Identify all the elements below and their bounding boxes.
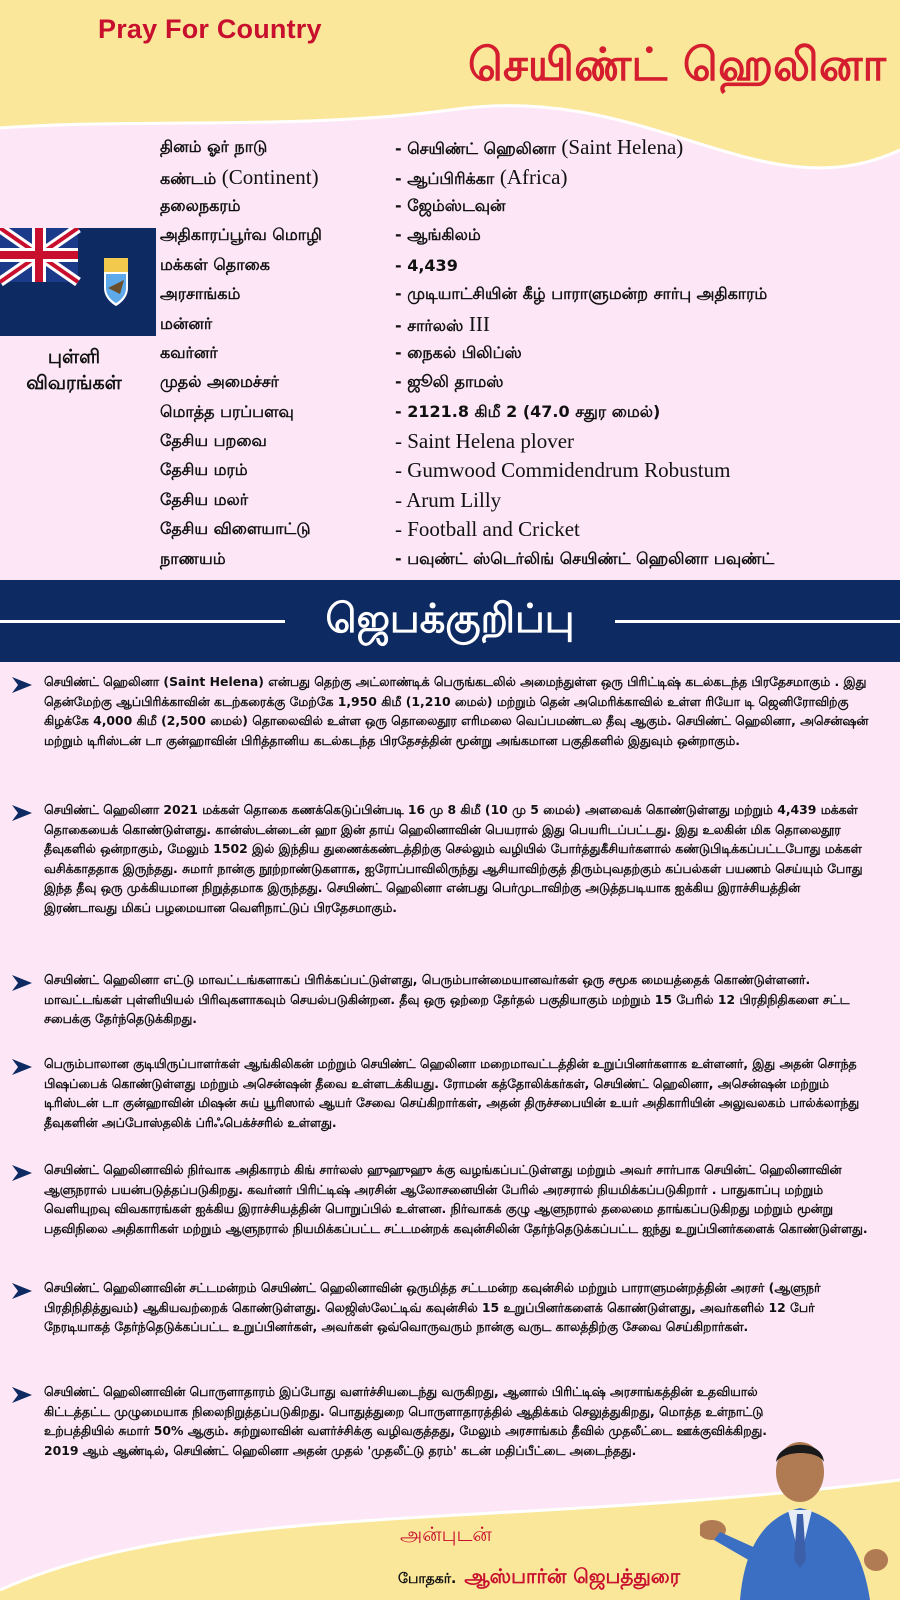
fact-key: கண்டம் (Continent) bbox=[160, 164, 319, 189]
fact-row-day-country bbox=[160, 133, 890, 162]
fact-row-capital bbox=[160, 192, 890, 221]
fact-row-governor bbox=[160, 339, 890, 368]
arrow-bullet-icon bbox=[10, 1058, 34, 1076]
fact-key: தேசிய விளையாட்டு bbox=[160, 519, 311, 539]
fact-value: - 4,439 bbox=[395, 255, 458, 275]
fact-row-population bbox=[160, 251, 890, 280]
fact-row-national-sport bbox=[160, 515, 890, 544]
arrow-bullet-icon bbox=[10, 1164, 34, 1182]
fact-row-national-bird bbox=[160, 427, 890, 456]
pastor-photo bbox=[700, 1410, 900, 1600]
fact-row-government bbox=[160, 280, 890, 309]
fact-row-monarch bbox=[160, 309, 890, 338]
fact-value: - ஆப்பிரிக்கா (Africa) bbox=[395, 164, 568, 189]
facts-table bbox=[160, 133, 890, 574]
fact-value: - Football and Cricket bbox=[395, 517, 580, 542]
fact-value: - Gumwood Commidendrum Robustum bbox=[395, 458, 731, 483]
facts-label bbox=[14, 344, 134, 396]
prayer-points-banner bbox=[0, 580, 900, 662]
signature bbox=[398, 1564, 680, 1591]
prayer-point-text: செயிண்ட் ஹெலினாவின் பொருளாதாரம் இப்போது வளர்ச்சியடைந்து வருகிறது, ஆனால் பிரிட்டிஷ் அரசாங்கத்தின் உதவியால் கிட்டத்தட்ட முழுமையாக நிலைநிறுத்தப்படுகிறது. பொதுத்துறை பொருளாதாரத்தில் ஆதிக்கம் செலுத்துகிறது, மொத்த உள்நாட்டு உற்பத்தியில் சுமார் 50% ஆகும். சுற்றுலாவின் வளர்ச்சிக்கு வழிவகுத்தது, மேலும் அரசாங்கம் தீவில் முதலீட்டை ஊக்குவிக்கிறது. 2019 ஆம் ஆண்டில், செயிண்ட் ஹெலினா அதன் முதல் 'முதலீட்டு தரம்' கடன் மதிப்பீட்டை அடைந்தது. bbox=[44, 1384, 767, 1458]
arrow-bullet-icon bbox=[10, 804, 34, 822]
arrow-bullet-icon bbox=[10, 974, 34, 992]
fact-value: - செயிண்ட் ஹெலினா (Saint Helena) bbox=[395, 135, 684, 160]
fact-key: நாணயம் bbox=[160, 548, 226, 568]
fact-row-currency bbox=[160, 544, 890, 573]
prayer-point-text: செயிண்ட் ஹெலினா எட்டு மாவட்டங்களாகப் பிரிக்கப்பட்டுள்ளது, பெரும்பான்மையானவர்கள் ஒரு சமூக மையத்தைக் கொண்டுள்ளனர். மாவட்டங்கள் புள்ளியியல் பிரிவுகளாகவும் செயல்படுகின்றன. தீவு ஒரு ஒற்றை தேர்தல் பகுதியாகும் மற்றும் 15 பேரில் 12 பிரதிநிதிகளை சட்ட சபைக்கு தேர்ந்தெடுக்கிறது. bbox=[44, 972, 850, 1027]
fact-value: - Saint Helena plover bbox=[395, 429, 575, 454]
fact-value: - ஜேம்ஸ்டவுன் bbox=[395, 195, 506, 215]
fact-row-national-flower bbox=[160, 486, 890, 515]
banner-left-rule bbox=[0, 620, 285, 623]
fact-value: - ஜூலி தாமஸ் bbox=[395, 372, 504, 392]
fact-row-language bbox=[160, 221, 890, 250]
fact-row-national-tree bbox=[160, 456, 890, 485]
prayer-point-text: செயிண்ட் ஹெலினா 2021 மக்கள் தொகை கணக்கெடுப்பின்படி 16 மு 8 கிமீ (10 மு 5 மைல்) அளவைக் கொண்டுள்ளது மற்றும் 4,439 மக்கள் தொகையைக் கொண்டுள்ளது. கான்ஸ்டன்டைன் ஹா இன் தாய் ஹெலினாவின் பெயரால் இது பெயரிடப்பட்டது. இது உலகின் மிக தொலைதூர தீவுகளில் ஒன்றாகும், மேலும் 1502 இல் இந்திய துணைக்கண்டத்திற்கு செல்லும் வழியில் போர்த்துகீசியர்களால் கண்டுபிடிக்கப்பட்டபோது மக்கள் வசிக்காததாக இருந்தது. சுமார் நான்கு நூற்றாண்டுகளாக, ஐரோப்பாவிலிருந்து ஆசியாவிற்குத் திரும்புவதற்கும் கப்பல்கள் பயணம் செய்யும் போது இந்த தீவு ஒரு முக்கியமான நிறுத்தமாக இருந்தது. செயிண்ட் ஹெலினா என்பது பெர்முடாவிற்கு அடுத்தபடியாக ஐக்கிய இராச்சியத்தின் இரண்டாவது மிகப் பழமையான வெளிநாட்டுப் பிரதேசமாகும். bbox=[44, 802, 863, 915]
prayer-point-text: செயிண்ட் ஹெலினாவின் சட்டமன்றம் செயிண்ட் ஹெலினாவின் ஒருமித்த சட்டமன்ற கவுன்சில் மற்றும் பாராளுமன்றத்தின் அரசர் (ஆளுநர் பிரதிநிதித்துவம்) ஆகியவற்றைக் கொண்டுள்ளது. லெஜிஸ்லேட்டிவ் கவுன்சில் 15 உறுப்பினர்களைக் கொண்டுள்ளது, அவர்களில் 12 பேர் நேரடியாகத் தேர்ந்தெடுக்கப்பட்ட உறுப்பினர்கள், அவர்கள் ஒவ்வொருவரும் நான்கு வருட காலத்திற்கு சேவை செய்கிறார்கள். bbox=[44, 1280, 821, 1335]
fact-value: - 2121.8 கிமீ 2 (47.0 சதுர மைல்) bbox=[395, 401, 661, 421]
fact-value: - ஆங்கிலம் bbox=[395, 225, 481, 245]
arrow-bullet-icon bbox=[10, 1282, 34, 1300]
fact-row-chief-minister bbox=[160, 368, 890, 397]
regards-text: அன்புடன் bbox=[400, 1522, 492, 1546]
banner-right-rule bbox=[615, 620, 900, 623]
fact-key: தலைநகரம் bbox=[160, 195, 241, 215]
fact-key: மக்கள் தொகை bbox=[160, 254, 270, 274]
fact-key: தினம் ஓர் நாடு bbox=[160, 137, 268, 157]
fact-key: தேசிய பறவை bbox=[160, 431, 267, 451]
fact-row-continent bbox=[160, 162, 890, 191]
fact-key: மொத்த பரப்பளவு bbox=[160, 401, 294, 421]
fact-key: அரசாங்கம் bbox=[160, 284, 241, 304]
fact-value: - சார்லஸ் III bbox=[395, 311, 490, 336]
prayer-point-text: பெரும்பாலான குடியிருப்பாளர்கள் ஆங்கிலிகன் மற்றும் செயிண்ட் ஹெலினா மறைமாவட்டத்தின் உறுப்பினர்களாக உள்ளனர், இது அதன் சொந்த பிஷப்பைக் கொண்டுள்ளது மற்றும் அசென்ஷன் தீவை உள்ளடக்கியது. ரோமன் கத்தோலிக்கர்கள், செயிண்ட் ஹெலினா, அசென்ஷன் மற்றும் டிரிஸ்டன் டா குன்ஹாவின் மிஷன் சுய் யூரிஸால் ஆயர் சேவை செய்கிறார்கள், அதன் திருச்சபையின் உயர் அதிகாரியின் அலுவலகம் பால்க்லாந்து தீவுகளின் அப்போஸ்தலிக் ப்ரிஃபெக்ச்சரில் உள்ளது. bbox=[44, 1056, 860, 1130]
fact-value: - Arum Lilly bbox=[395, 487, 502, 512]
pray-for-country-heading: Pray For Country bbox=[98, 14, 322, 44]
fact-row-area bbox=[160, 398, 890, 427]
banner-heading: ஜெபக்குறிப்பு bbox=[305, 596, 594, 647]
fact-value: - நைகல் பிலிப்ஸ் bbox=[395, 342, 522, 362]
saint-helena-flag bbox=[0, 228, 156, 336]
fact-value: - பவுண்ட் ஸ்டெர்லிங் செயிண்ட் ஹெலினா பவுண்ட் bbox=[395, 548, 775, 568]
arrow-bullet-icon bbox=[10, 676, 34, 694]
facts-label-line-2: விவரங்கள் bbox=[26, 372, 122, 394]
prayer-point-text: செயிண்ட் ஹெலினா (Saint Helena) என்பது தெற்கு அட்லாண்டிக் பெருங்கடலில் அமைந்துள்ள ஒரு பிரிட்டிஷ் கடல்கடந்த பிரதேசமாகும் . இது தென்மேற்கு ஆப்பிரிக்காவின் கடற்கரைக்கு மேற்கே 1,950 கிமீ (1,210 மைல்) மற்றும் தென் அமெரிக்காவில் உள்ள ரியோ டி ஜெனிரோவிற்கு கிழக்கே 4,000 கிமீ (2,500 மைல்) தொலைவில் உள்ள ஒரு தொலைதூர எரிமலை வெப்பமண்டல தீவு ஆகும். செயிண்ட் ஹெலினா, அசென்ஷன் மற்றும் டிரிஸ்டன் டா குன்ஹாவின் பிரித்தானிய கடல்கடந்த பிரதேசத்தின் மூன்று அங்கமான பகுதிகளில் இதுவும் ஒன்றாகும். bbox=[44, 674, 869, 748]
pastor-name: ஆஸ்பார்ன் ஜெபத்துரை bbox=[464, 1564, 681, 1588]
country-title: செயிண்ட் ஹெலினா bbox=[467, 38, 886, 91]
fact-key: தேசிய மரம் bbox=[160, 460, 248, 480]
fact-value: - முடியாட்சியின் கீழ் பாராளுமன்ற சார்பு அதிகாரம் bbox=[395, 284, 768, 304]
fact-key: முதல் அமைச்சர் bbox=[160, 372, 279, 392]
fact-key: அதிகாரப்பூர்வ மொழி bbox=[160, 225, 322, 245]
facts-label-line-1: புள்ளி bbox=[47, 346, 101, 368]
fact-key: கவர்னர் bbox=[160, 342, 218, 362]
fact-key: மன்னர் bbox=[160, 313, 213, 333]
pastor-role: போதகர். bbox=[398, 1571, 457, 1587]
prayer-point-text: செயிண்ட் ஹெலினாவில் நிர்வாக அதிகாரம் கிங் சார்லஸ் ஹுஹுஹு க்கு வழங்கப்பட்டுள்ளது மற்றும் அவர் சார்பாக செயின்ட் ஹெலினாவின் ஆளுநரால் பயன்படுத்தப்படுகிறது. கவர்னர் பிரிட்டிஷ் அரசின் ஆலோசனையின் பேரில் அரசரால் நியமிக்கப்படுகிறார் . பாதுகாப்பு மற்றும் வெளியுறவு விவகாரங்கள் ஐக்கிய இராச்சியத்தின் பொறுப்பில் உள்ளன. நிர்வாகக் குழு ஆளுநரால் தலைமை தாங்கப்படுகிறது மற்றும் மூன்று பதவிநிலை அதிகாரிகள் மற்றும் ஆளுநரால் நியமிக்கப்பட்ட சட்டமன்றக் கவுன்சிலின் தேர்ந்தெடுக்கப்பட்ட ஐந்து உறுப்பினர்களைக் கொண்டுள்ளது. bbox=[44, 1162, 868, 1236]
arrow-bullet-icon bbox=[10, 1386, 34, 1404]
fact-key: தேசிய மலர் bbox=[160, 489, 249, 509]
